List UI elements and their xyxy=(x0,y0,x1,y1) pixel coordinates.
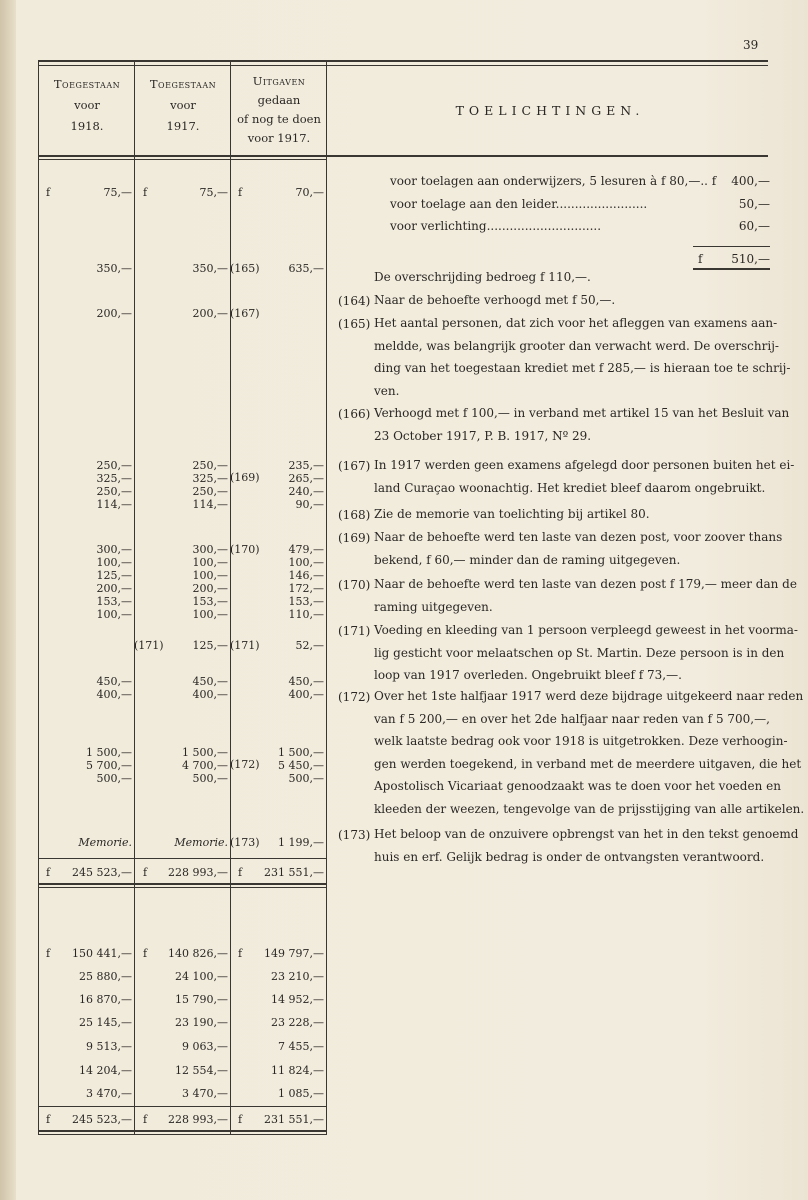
note-line: Apostolisch Vicariaat genoodzaakt was te doen voor het voeden en xyxy=(374,779,781,794)
note-line: Naar de behoefte werd ten laste van dezen post f 179,— meer dan de xyxy=(374,577,797,591)
summary-value-uitgaven: 7 455,— xyxy=(278,1040,324,1053)
row-value-uitgaven: 52,— xyxy=(295,639,324,652)
col-rule-1 xyxy=(134,62,135,1135)
row-note-ref: (167) xyxy=(230,307,260,320)
row-value-1917: 450,— xyxy=(192,675,228,688)
row-value-1917: 1 500,— xyxy=(182,746,228,759)
row-value-1918: 250,— xyxy=(96,485,132,498)
note-number: (171) xyxy=(338,624,371,638)
currency-mark: f xyxy=(698,252,703,266)
row-note-ref: (169) xyxy=(230,471,260,484)
intro-item-value: 60,— xyxy=(738,219,770,233)
currency-mark: f xyxy=(46,866,51,879)
col1-header-line2: voor xyxy=(74,98,100,112)
note-line: ven. xyxy=(374,383,400,398)
summary-value-uitgaven: 14 952,— xyxy=(271,993,324,1006)
row-value-1918: 200,— xyxy=(96,582,132,595)
note-line: kleeden der weezen, tengevolge van de prijsstijging van alle artikelen. xyxy=(374,801,805,816)
intro-item-label: voor verlichting.............................. xyxy=(390,219,602,233)
col2-header-line3: 1917. xyxy=(166,119,200,133)
note-line: bekend, f 60,— minder dan de raming uitgegeven. xyxy=(374,552,681,567)
currency-mark: f xyxy=(143,866,148,879)
row-value-1917: 500,— xyxy=(192,772,228,785)
note-number: (165) xyxy=(338,317,371,331)
note-line: meldde, was belangrijk grooter dan verwacht werd. De overschrij- xyxy=(374,338,779,353)
row-value-uitgaven: 1 500,— xyxy=(278,746,324,759)
note-number: (169) xyxy=(338,531,371,545)
intro-total-rule xyxy=(693,268,770,270)
header-rule-thin xyxy=(38,159,326,160)
col2-header-title: Toegestaan xyxy=(149,77,217,91)
subtotal-rule-bottom xyxy=(38,883,326,885)
row-value-1918: 450,— xyxy=(96,675,132,688)
intro-item-value: 400,— xyxy=(731,174,770,188)
note-line: Het beloop van de onzuivere opbrengst van het in den tekst genoemd xyxy=(374,827,799,841)
row-value-1918: 250,— xyxy=(96,459,132,472)
row-note-ref: (165) xyxy=(230,262,260,275)
grand-total-rule-bottom-thin xyxy=(38,1134,326,1135)
row-value-1918: 100,— xyxy=(96,556,132,569)
row-value-uitgaven: 1 199,— xyxy=(278,836,324,849)
currency-mark: f xyxy=(238,186,243,199)
note-line: gen werden toegekend, in verband met de meerdere uitgaven, die het xyxy=(374,756,802,771)
note-line: Het aantal personen, dat zich voor het afleggen van examens aan- xyxy=(374,316,778,330)
note-line: ding van het toegestaan krediet met f 285,— is hieraan toe te schrij- xyxy=(374,361,791,376)
summary-value-1918: 25 880,— xyxy=(79,970,132,983)
grand-total-1918: 245 523,— xyxy=(72,1113,132,1126)
row-value-1918: 400,— xyxy=(96,688,132,701)
row-value-1918: 114,— xyxy=(96,498,132,511)
note-text xyxy=(374,823,799,868)
summary-value-1917: 15 790,— xyxy=(175,993,228,1006)
row-value-1918: 153,— xyxy=(96,595,132,608)
col1-header-title: Toegestaan xyxy=(53,77,121,91)
row-value-uitgaven: 479,— xyxy=(288,543,324,556)
row-value-1917: 200,— xyxy=(192,307,228,320)
row-note-ref: (173) xyxy=(230,836,260,849)
row-value-uitgaven: 70,— xyxy=(295,186,324,199)
currency-mark: f xyxy=(238,866,243,879)
grand-total-uitgaven: 231 551,— xyxy=(264,1113,324,1126)
col3-header-line2: gedaan xyxy=(257,93,301,107)
overschrijding-text: De overschrijding bedroeg f 110,—. xyxy=(374,270,591,284)
row-value-uitgaven: 172,— xyxy=(288,582,324,595)
summary-value-1918: 3 470,— xyxy=(86,1087,132,1100)
note-line: land Curaçao woonachtig. Het krediet bleef daarom ongebruikt. xyxy=(374,480,766,495)
note-line: Zie de memorie van toelichting bij artikel 80. xyxy=(374,507,650,521)
grand-total-rule xyxy=(38,1106,326,1107)
note-line: Over het 1ste halfjaar 1917 werd deze bijdrage uitgekeerd naar reden xyxy=(374,689,804,703)
row-value-1917: 100,— xyxy=(192,569,228,582)
summary-value-uitgaven: 1 085,— xyxy=(278,1087,324,1100)
row-value-uitgaven: 100,— xyxy=(288,556,324,569)
row-value-uitgaven: 146,— xyxy=(288,569,324,582)
row-note-ref: (172) xyxy=(230,758,260,771)
currency-mark: f xyxy=(143,186,148,199)
note-number: (167) xyxy=(338,459,371,473)
col-rule-left xyxy=(38,62,39,1135)
grand-total-rule-bottom xyxy=(38,1130,326,1132)
summary-value-1917: 140 826,— xyxy=(168,947,228,960)
currency-mark: f xyxy=(143,1113,148,1126)
row-value-1918: 500,— xyxy=(96,772,132,785)
col3-header-title: Uitgaven xyxy=(252,74,306,88)
total-1918: 245 523,— xyxy=(72,866,132,879)
note-line: Verhoogd met f 100,— in verband met artikel 15 van het Besluit van xyxy=(374,406,790,420)
row-value-1918: 325,— xyxy=(96,472,132,485)
currency-mark: f xyxy=(46,1113,51,1126)
col4-header-toelichtingen: TOELICHTINGEN. xyxy=(455,103,645,118)
row-value-1917: 114,— xyxy=(192,498,228,511)
note-line: Naar de behoefte werd ten laste van dezen post, voor zoover thans xyxy=(374,530,783,544)
summary-value-uitgaven: 11 824,— xyxy=(271,1064,324,1077)
note-number: (170) xyxy=(338,578,371,592)
row-value-uitgaven: 450,— xyxy=(288,675,324,688)
row-value-uitgaven: 90,— xyxy=(295,498,324,511)
row-note-ref: (171) xyxy=(134,639,164,652)
row-note-ref: (170) xyxy=(230,543,260,556)
row-value-1917: 100,— xyxy=(192,608,228,621)
row-value-1918: 75,— xyxy=(103,186,132,199)
note-number: (172) xyxy=(338,690,371,704)
note-text xyxy=(374,454,795,499)
row-value-uitgaven: 265,— xyxy=(288,472,324,485)
summary-value-1917: 9 063,— xyxy=(182,1040,228,1053)
note-line: Naar de behoefte verhoogd met f 50,—. xyxy=(374,293,616,307)
note-line: raming uitgegeven. xyxy=(374,599,493,614)
header-rule xyxy=(38,155,768,157)
row-value-1917: 250,— xyxy=(192,485,228,498)
page-number: 39 xyxy=(743,38,759,52)
subtotal-rule-bottom-thin xyxy=(38,887,326,888)
top-rule xyxy=(38,60,768,62)
summary-value-1918: 14 204,— xyxy=(79,1064,132,1077)
currency-mark: f xyxy=(46,186,51,199)
summary-value-uitgaven: 23 210,— xyxy=(271,970,324,983)
row-value-1917: 100,— xyxy=(192,556,228,569)
row-value-1918: 350,— xyxy=(96,262,132,275)
note-line: In 1917 werden geen examens afgelegd door personen buiten het ei- xyxy=(374,458,795,472)
grand-total-1917: 228 993,— xyxy=(168,1113,228,1126)
total-uitgaven: 231 551,— xyxy=(264,866,324,879)
row-value-uitgaven: 635,— xyxy=(288,262,324,275)
row-value-uitgaven: 500,— xyxy=(288,772,324,785)
row-value-1917: 4 700,— xyxy=(182,759,228,772)
row-value-uitgaven: 5 450,— xyxy=(278,759,324,772)
row-value-1917: 400,— xyxy=(192,688,228,701)
currency-mark: f xyxy=(238,947,243,960)
row-value-uitgaven: 153,— xyxy=(288,595,324,608)
row-value-1917: Memorie. xyxy=(174,836,228,849)
col1-header xyxy=(40,74,134,137)
summary-value-1918: 9 513,— xyxy=(86,1040,132,1053)
row-value-1917: 125,— xyxy=(192,639,228,652)
col-rule-3 xyxy=(326,62,327,1135)
summary-value-1917: 24 100,— xyxy=(175,970,228,983)
note-line: lig gesticht voor melaatschen op St. Martin. Deze persoon is in den xyxy=(374,645,785,660)
top-rule-thin xyxy=(38,65,768,66)
note-text xyxy=(374,526,783,571)
note-line: loop van 1917 overleden. Ongebruikt bleef f 73,—. xyxy=(374,668,682,683)
intro-sum-rule xyxy=(693,246,770,247)
note-line: van f 5 200,— en over het 2de halfjaar naar reden van f 5 700,—, xyxy=(374,711,770,726)
currency-mark: f xyxy=(143,947,148,960)
col1-header-line3: 1918. xyxy=(70,119,104,133)
total-1917: 228 993,— xyxy=(168,866,228,879)
note-text xyxy=(374,503,770,526)
note-text xyxy=(374,573,797,618)
summary-value-uitgaven: 23 228,— xyxy=(271,1016,324,1029)
note-text xyxy=(374,685,805,821)
note-number: (168) xyxy=(338,508,371,522)
note-text xyxy=(374,289,770,312)
intro-total: 510,— xyxy=(731,252,770,266)
row-value-uitgaven: 240,— xyxy=(288,485,324,498)
intro-item-label: voor toelagen aan onderwijzers, 5 lesuren à f 80,—.. f xyxy=(390,174,717,188)
col3-header-line3: of nog te doen xyxy=(237,112,321,126)
col3-header xyxy=(231,72,327,148)
summary-value-1918: 150 441,— xyxy=(72,947,132,960)
col-rule-2 xyxy=(230,62,231,1135)
row-value-1918: 5 700,— xyxy=(86,759,132,772)
note-text xyxy=(374,402,790,447)
currency-mark: f xyxy=(46,947,51,960)
row-value-uitgaven: 110,— xyxy=(288,608,324,621)
row-value-1917: 250,— xyxy=(192,459,228,472)
row-value-uitgaven: 235,— xyxy=(288,459,324,472)
note-line: 23 October 1917, P. B. 1917, Nº 29. xyxy=(374,428,592,443)
page-binding-shadow xyxy=(0,0,16,1200)
currency-mark: f xyxy=(238,1113,243,1126)
note-text xyxy=(374,619,798,687)
intro-item-value: 50,— xyxy=(738,197,770,211)
row-value-1918: 125,— xyxy=(96,569,132,582)
intro-item-label: voor toelage aan den leider........................ xyxy=(390,197,648,211)
note-number: (164) xyxy=(338,294,371,308)
col3-header-line4: voor 1917. xyxy=(247,131,311,145)
note-line: welk laatste bedrag ook voor 1918 is uitgetrokken. Deze verhoogin- xyxy=(374,734,788,749)
row-value-1917: 300,— xyxy=(192,543,228,556)
note-number: (166) xyxy=(338,407,371,421)
row-value-1917: 325,— xyxy=(192,472,228,485)
row-value-1918: 200,— xyxy=(96,307,132,320)
summary-value-1917: 23 190,— xyxy=(175,1016,228,1029)
col2-header-line2: voor xyxy=(170,98,196,112)
row-value-1918: 300,— xyxy=(96,543,132,556)
summary-value-1918: 16 870,— xyxy=(79,993,132,1006)
summary-value-1917: 3 470,— xyxy=(182,1087,228,1100)
row-value-1918: 1 500,— xyxy=(86,746,132,759)
subtotal-rule xyxy=(38,858,326,859)
note-number: (173) xyxy=(338,828,371,842)
summary-value-1917: 12 554,— xyxy=(175,1064,228,1077)
row-value-1917: 200,— xyxy=(192,582,228,595)
note-line: Voeding en kleeding van 1 persoon verpleegd geweest in het voorma- xyxy=(374,623,798,637)
col2-header xyxy=(136,74,230,137)
row-value-1917: 350,— xyxy=(192,262,228,275)
row-value-1918: Memorie. xyxy=(78,836,132,849)
row-value-1917: 75,— xyxy=(199,186,228,199)
row-note-ref: (171) xyxy=(230,639,260,652)
row-value-1918: 100,— xyxy=(96,608,132,621)
row-value-uitgaven: 400,— xyxy=(288,688,324,701)
note-text xyxy=(374,312,791,402)
summary-value-1918: 25 145,— xyxy=(79,1016,132,1029)
note-line: huis en erf. Gelijk bedrag is onder de ontvangsten verantwoord. xyxy=(374,849,765,864)
summary-value-uitgaven: 149 797,— xyxy=(264,947,324,960)
row-value-1917: 153,— xyxy=(192,595,228,608)
